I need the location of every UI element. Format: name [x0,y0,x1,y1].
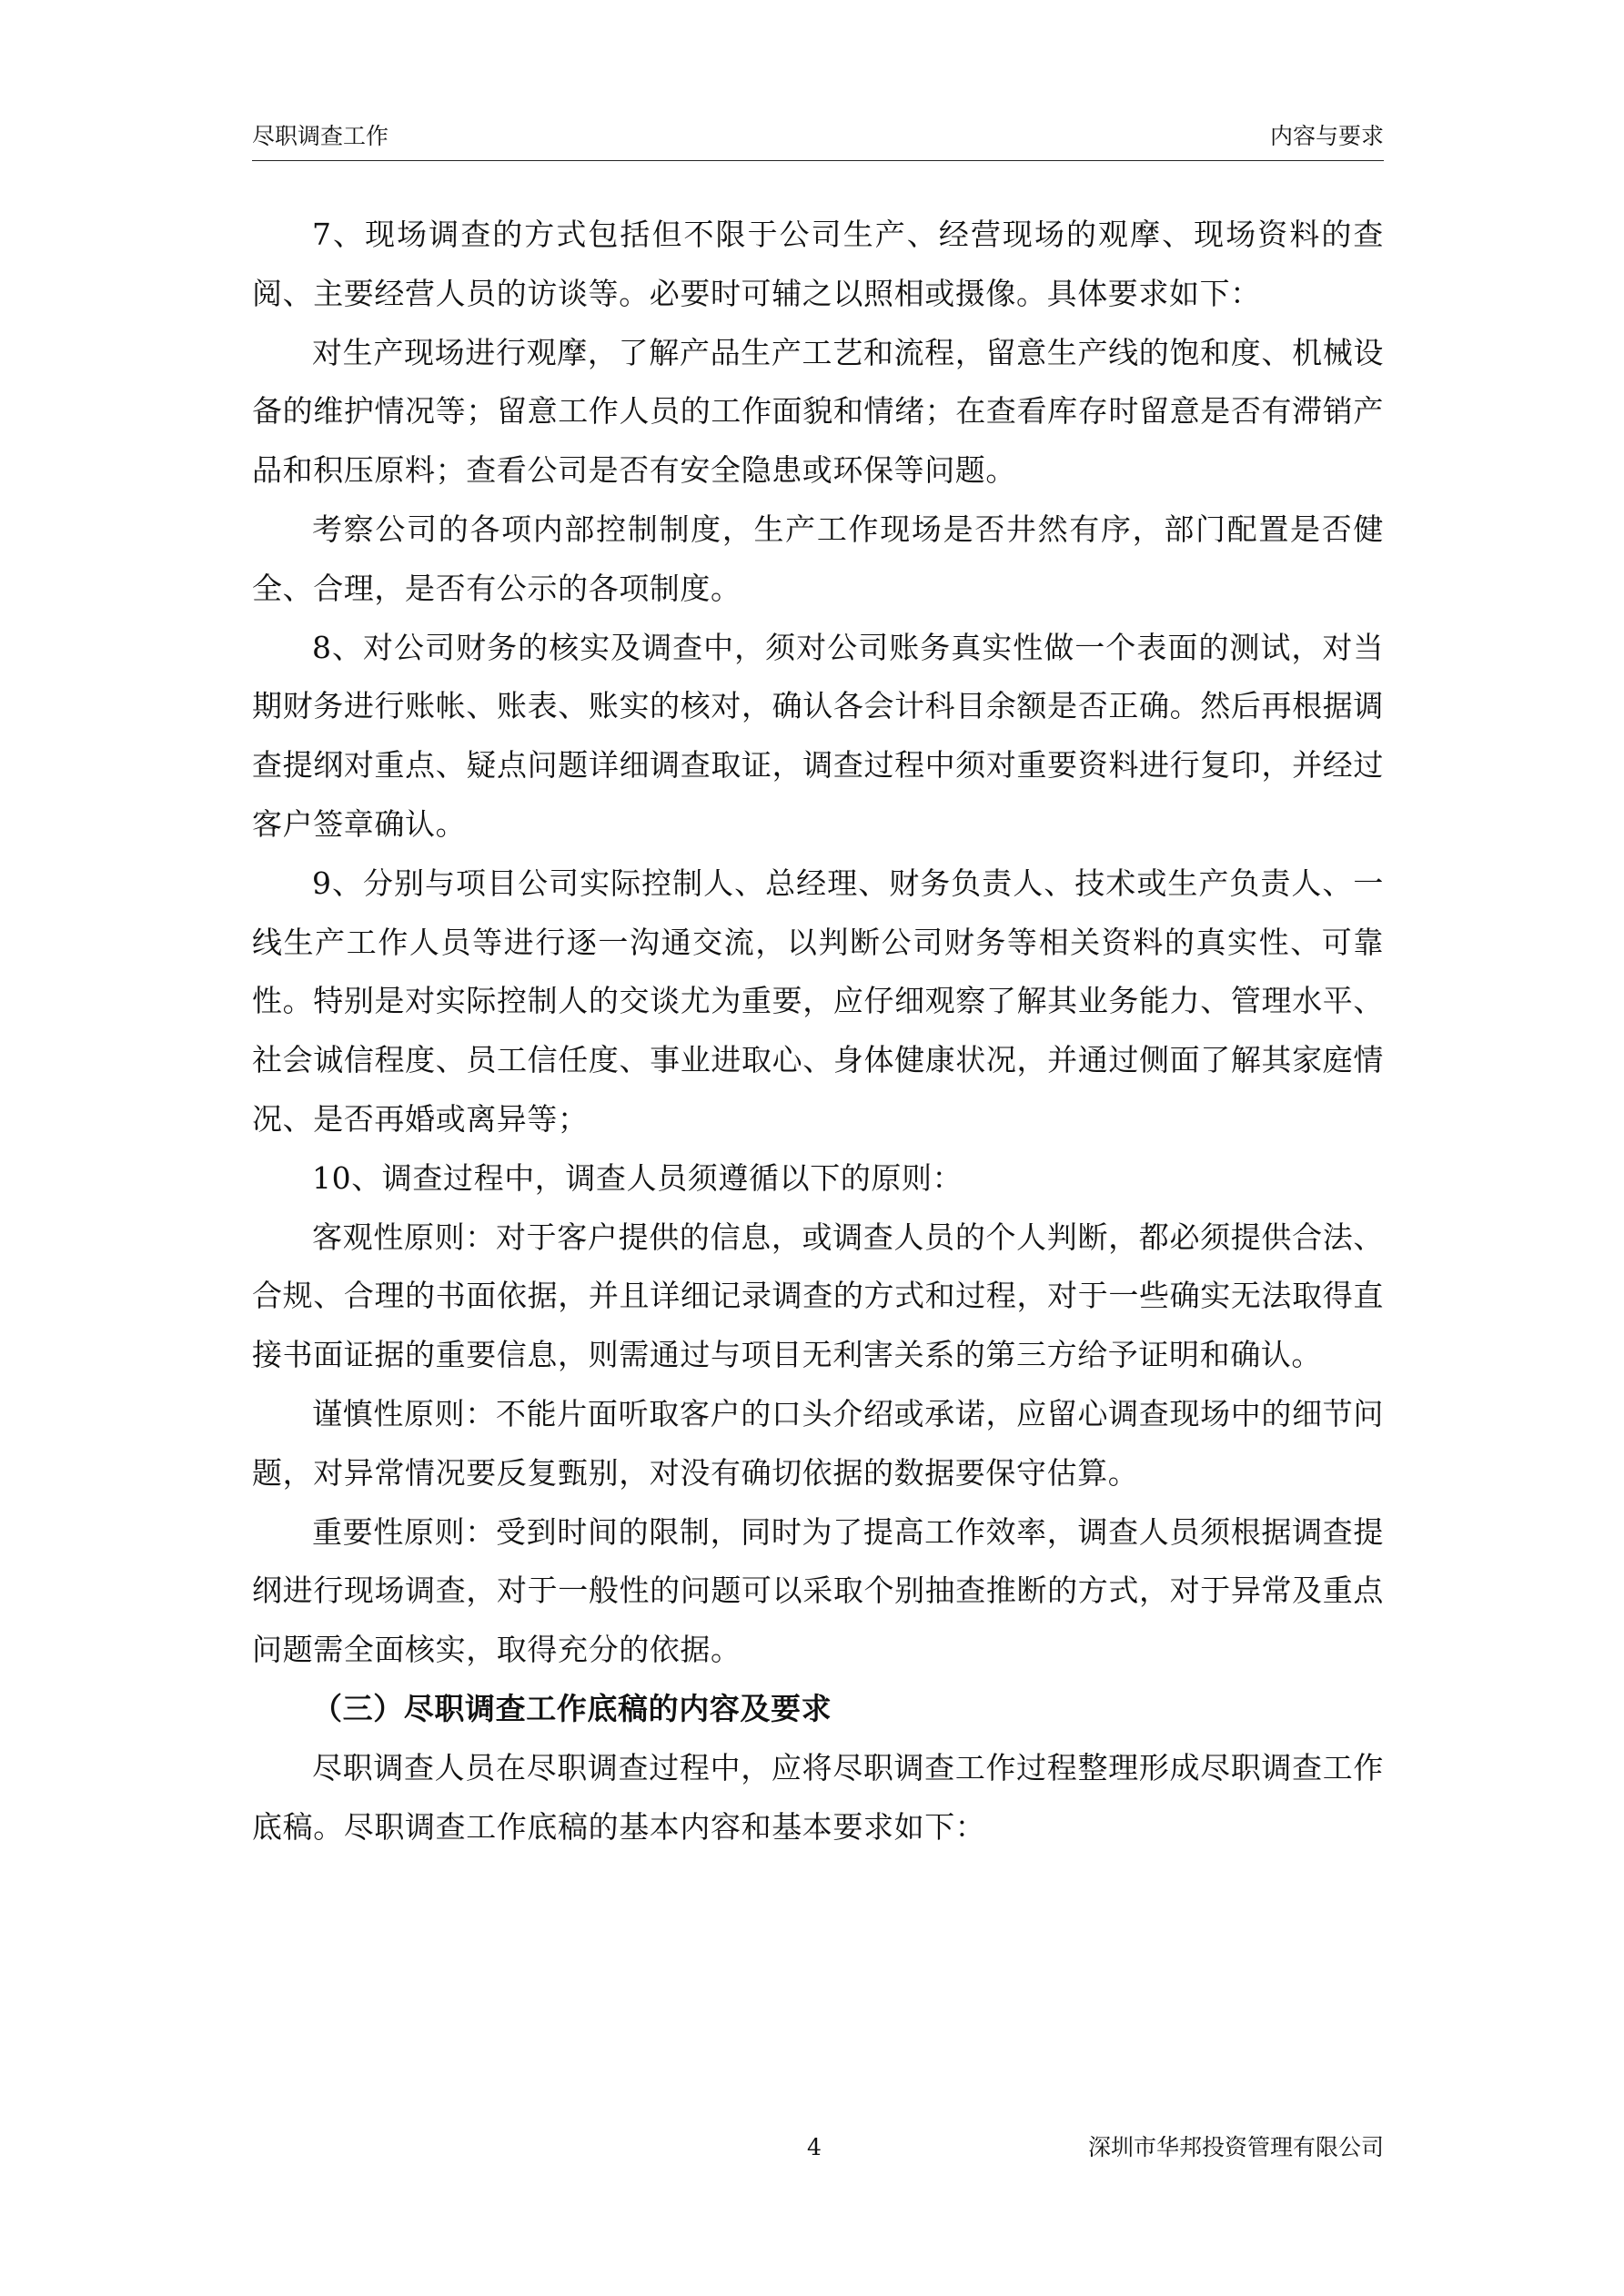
header-left-title: 尽职调查工作 [252,123,389,149]
page-footer [252,2129,1384,2166]
paragraph-working-papers: 尽职调查人员在尽职调查过程中，应将尽职调查工作过程整理形成尽职调查工作底稿。尽职调查工作底稿的基本内容和基本要求如下： [252,1749,1384,1845]
paragraph-materiality-principle: 重要性原则：受到时间的限制，同时为了提高工作效率，调查人员须根据调查提纲进行现场调查，对于一般性的问题可以采取个别抽查推断的方式，对于异常及重点问题需全面核实，取得充分的依据。 [252,1513,1384,1668]
page-number: 4 [807,2134,822,2160]
paragraph-prudence-principle: 谨慎性原则：不能片面听取客户的口头介绍或承诺，应留心调查现场中的细节问题，对异常情况要反复甄别，对没有确切依据的数据要保守估算。 [252,1395,1384,1491]
header-right-title: 内容与要求 [1269,123,1384,149]
header-divider [252,160,1384,161]
document-body [252,206,1384,1856]
paragraph-internal-control: 考察公司的各项内部控制制度，生产工作现场是否井然有序，部门配置是否健全、合理，是否有公示的各项制度。 [252,511,1384,606]
page-header [252,118,1384,155]
paragraph-item-7: 7、现场调查的方式包括但不限于公司生产、经营现场的观摩、现场资料的查阅、主要经营人员的访谈等。必要时可辅之以照相或摄像。具体要求如下： [252,217,1384,311]
paragraph-item-9: 9、分别与项目公司实际控制人、总经理、财务负责人、技术或生产负责人、一线生产工作人员等进行逐一沟通交流，以判断公司财务等相关资料的真实性、可靠性。特别是对实际控制人的交谈尤为重要，应仔细观察了解其业务能力、管理水平、社会诚信程度、员工信任度、事业进取心、身体健康状况，并通过侧面了解其家庭情况、是否再婚或离异等； [252,865,1384,1137]
paragraph-item-8: 8、对公司财务的核实及调查中，须对公司账务真实性做一个表面的测试，对当期财务进行账帐、账表、账实的核对，确认各会计科目余额是否正确。然后再根据调查提纲对重点、疑点问题详细调查取证，调查过程中须对重要资料进行复印，并经过客户签章确认。 [252,629,1384,842]
paragraph-item-10: 10、调查过程中，调查人员须遵循以下的原则： [312,1159,963,1196]
paragraph-site-observation: 对生产现场进行观摩，了解产品生产工艺和流程，留意生产线的饱和度、机械设备的维护情况等；留意工作人员的工作面貌和情绪；在查看库存时留意是否有滞销产品和积压原料；查看公司是否有安全隐患或环保等问题。 [252,334,1384,489]
footer-company-name: 深圳市华邦投资管理有限公司 [1087,2134,1384,2160]
section-heading: （三）尽职调查工作底稿的内容及要求 [312,1690,832,1726]
paragraph-objectivity-principle: 客观性原则：对于客户提供的信息，或调查人员的个人判断，都必须提供合法、合规、合理的书面依据，并且详细记录调查的方式和过程，对于一些确实无法取得直接书面证据的重要信息，则需通过与项目无利害关系的第三方给予证明和确认。 [252,1219,1384,1373]
